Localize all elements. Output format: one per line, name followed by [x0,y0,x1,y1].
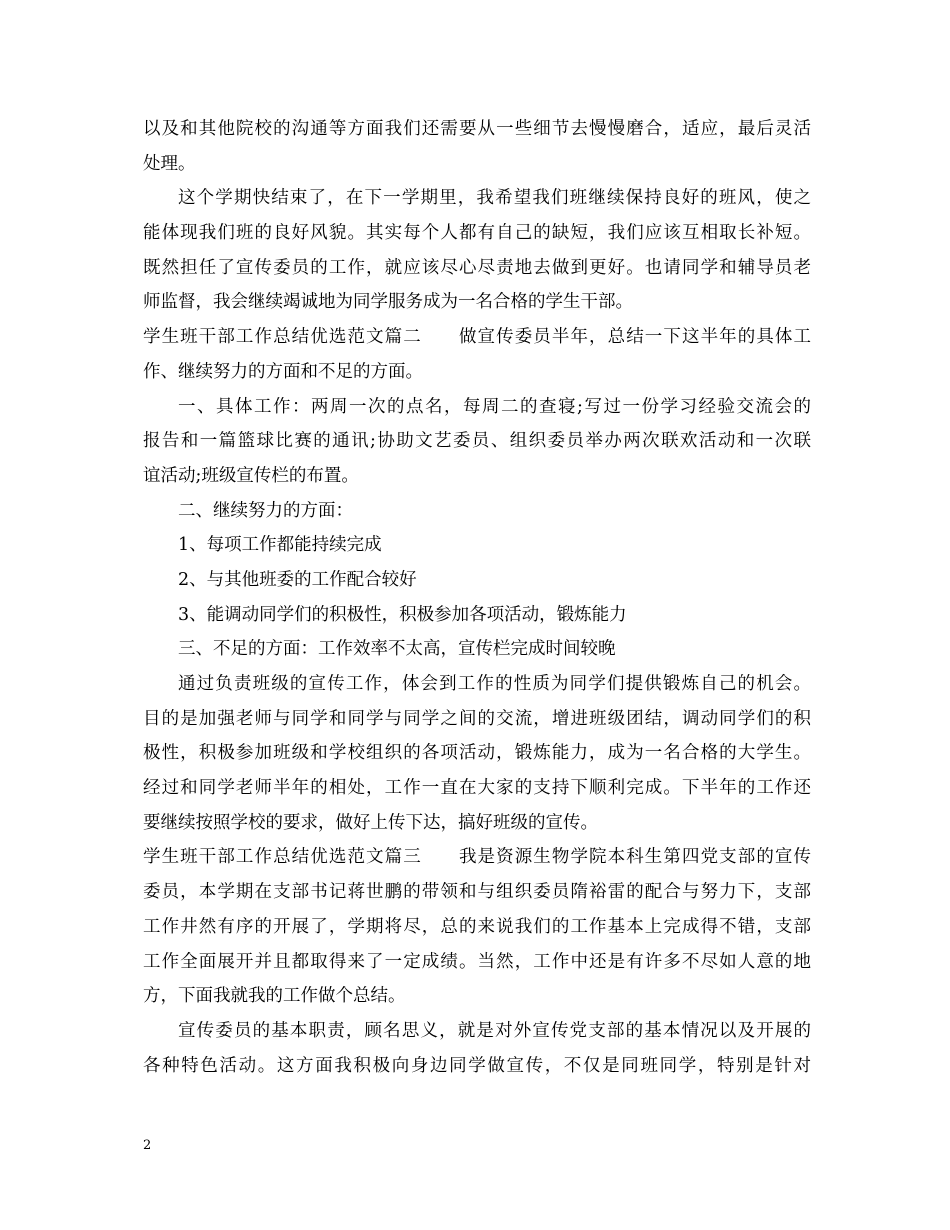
text-line: 工作全面展开并且都取得来了一定成绩。当然，工作中还是有许多不尽如人意的地 [143,951,811,972]
text-line: 方，下面我就我的工作做个总结。 [143,986,406,1007]
text-line: 学生班干部工作总结优选范文篇三 我是资源生物学院本科生第四党支部的宣传 [143,847,811,868]
text-line: 委员，本学期在支部书记蒋世鹏的带领和与组织委员隋裕雷的配合与努力下，支部 [143,882,811,903]
text-line: 能体现我们班的良好风貌。其实每个人都有自己的缺短，我们应该互相取长补短。 [143,223,811,244]
document-body [143,112,811,1083]
text-line: 3、能调动同学们的积极性，积极参加各项活动，锻炼能力 [178,604,627,625]
text-line: 极性，积极参加班级和学校组织的各项活动，锻炼能力，成为一名合格的大学生。 [143,743,811,764]
text-line: 既然担任了宣传委员的工作，就应该尽心尽责地去做到更好。也请同学和辅导员老 [143,257,811,278]
text-line: 目的是加强老师与同学和同学与同学之间的交流，增进班级团结，调动同学们的积 [143,708,811,729]
text-line: 1、每项工作都能持续完成 [178,535,382,556]
page-number: 2 [143,1138,152,1153]
text-line: 处理。 [143,153,196,174]
text-line: 工作井然有序的开展了，学期将尽，总的来说我们的工作基本上完成得不错，支部 [143,916,811,937]
text-line: 一、具体工作：两周一次的点名，每周二的查寝;写过一份学习经验交流会的 [178,396,811,417]
text-line: 通过负责班级的宣传工作，体会到工作的性质为同学们提供锻炼自己的机会。 [178,674,811,694]
text-line: 作、继续努力的方面和不足的方面。 [143,361,423,382]
text-line: 这个学期快结束了，在下一学期里，我希望我们班继续保持良好的班风，使之 [178,188,811,209]
text-line: 各种特色活动。这方面我积极向身边同学做宣传，不仅是同班同学，特别是针对 [143,1055,811,1076]
text-line: 宣传委员的基本职责，顾名思义，就是对外宣传党支部的基本情况以及开展的 [178,1020,811,1041]
text-line: 谊活动;班级宣传栏的布置。 [143,465,359,486]
text-line: 报告和一篇篮球比赛的通讯;协助文艺委员、组织委员举办两次联欢活动和一次联 [143,431,811,452]
text-line: 以及和其他院校的沟通等方面我们还需要从一些细节去慢慢磨合，适应，最后灵活 [143,119,811,139]
text-line: 学生班干部工作总结优选范文篇二 做宣传委员半年，总结一下这半年的具体工 [143,327,811,348]
text-line: 2、与其他班委的工作配合较好 [178,569,417,590]
text-line: 二、继续努力的方面： [178,500,353,521]
text-line: 经过和同学老师半年的相处，工作一直在大家的支持下顺利完成。下半年的工作还 [143,778,811,799]
text-line: 三、不足的方面：工作效率不太高，宣传栏完成时间较晚 [178,639,616,660]
text-line: 要继续按照学校的要求，做好上传下达，搞好班级的宣传。 [143,812,598,833]
text-line: 师监督，我会继续竭诚地为同学服务成为一名合格的学生干部。 [143,292,633,313]
